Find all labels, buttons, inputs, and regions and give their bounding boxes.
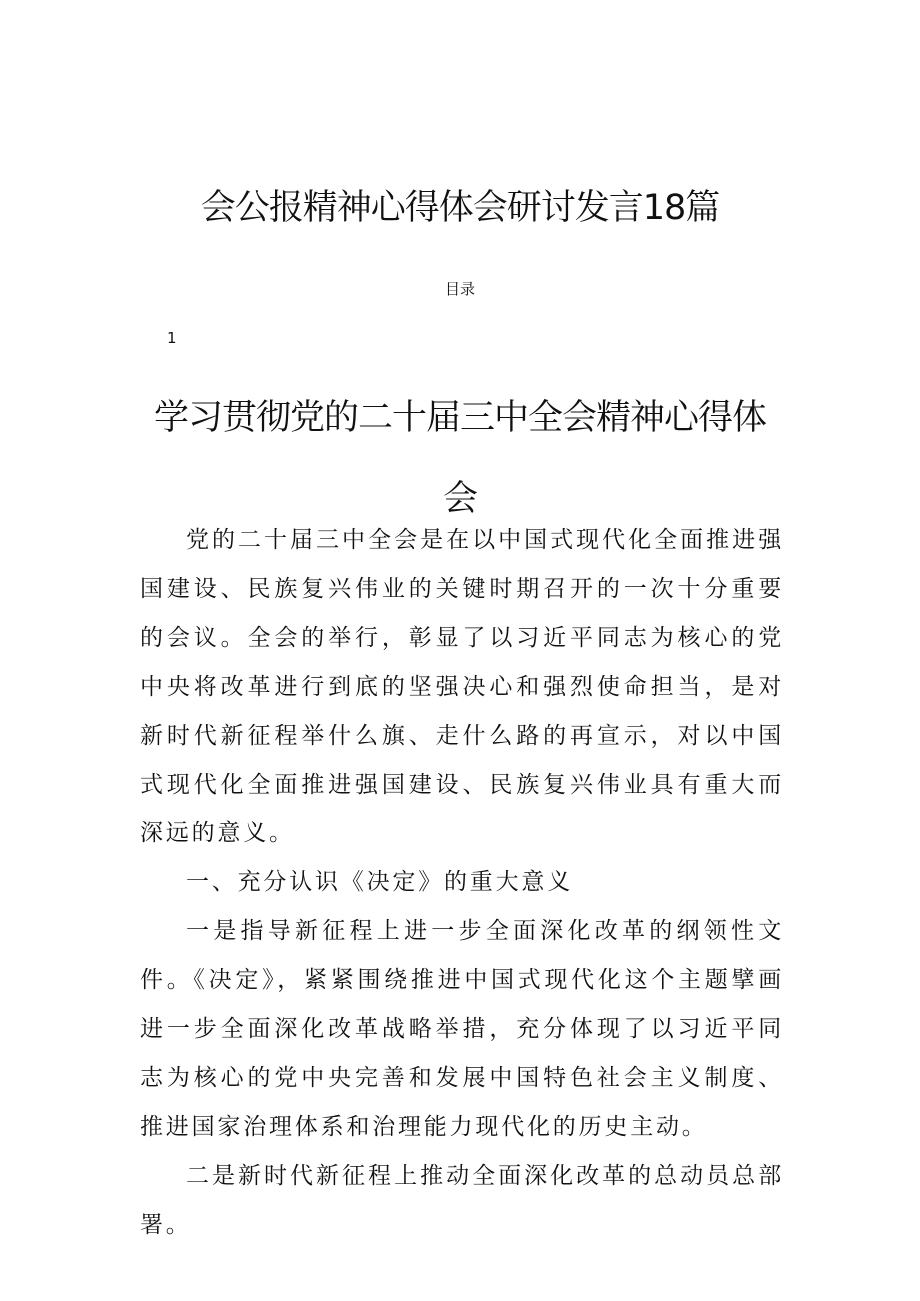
paragraph-subheading: 一、充分认识《决定》的重大意义 xyxy=(186,869,573,896)
paragraph-point-two: 二是新时代新征程上推动全面深化改革的总动员总部署。 xyxy=(140,1162,784,1238)
toc-item-number: 1 xyxy=(167,329,177,347)
paragraph-point-one: 一是指导新征程上进一步全面深化改革的纲领性文件。《决定》，紧紧围绕推进中国式现代化这个主题擘画进一步全面深化改革战略举措，充分体现了以习近平同志为核心的党中央完善和发展中国特色社会主义制度、推进国家治理体系和治理能力现代化的历史主动。 xyxy=(140,918,784,1140)
toc-label: 目录 xyxy=(444,280,475,298)
paragraph-intro: 党的二十届三中全会是在以中国式现代化全面推进强国建设、民族复兴伟业的关键时期召开的一次十分重要的会议。全会的举行，彰显了以习近平同志为核心的党中央将改革进行到底的坚强决心和强烈使命担当，是对新时代新征程举什么旗、走什么路的再宣示，对以中国式现代化全面推进强国建设、民族复兴伟业具有重大而深远的意义。 xyxy=(140,527,784,847)
body-text xyxy=(140,516,784,1250)
section-heading: 学习贯彻党的二十届三中全会精神心得体会 xyxy=(153,398,766,519)
document-title: 会公报精神心得体会研讨发言18篇 xyxy=(200,188,720,228)
